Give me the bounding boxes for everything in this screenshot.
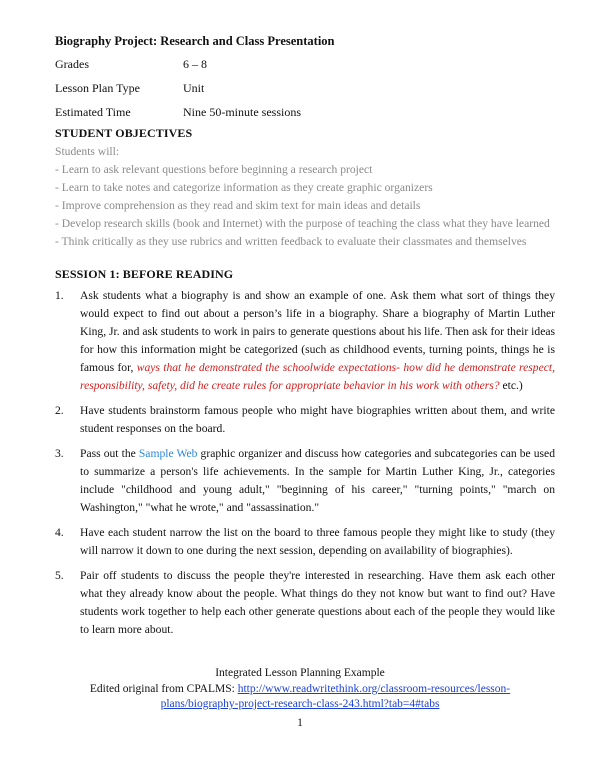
footer-title: Integrated Lesson Planning Example bbox=[215, 667, 385, 679]
step-number: 3. bbox=[55, 447, 64, 460]
objective-item: - Learn to ask relevant questions before beginning a research project bbox=[55, 163, 373, 176]
meta-label: Lesson Plan Type bbox=[55, 81, 140, 95]
objectives-list bbox=[55, 143, 555, 251]
step-item bbox=[55, 567, 555, 639]
step-text: Pass out the Sample Web graphic organizer and discuss how categories and subcategories can be used to summarize a person's life achievements. In the sample for Martin Luther King, Jr., categories include "childhood and young adult," "beginning of his career," "turning points," "march on Washington," "what he wrote," and "assassination." bbox=[80, 447, 555, 514]
meta-row-estimated-time bbox=[55, 105, 301, 120]
meta-value: Nine 50-minute sessions bbox=[183, 105, 301, 119]
step-text: Pair off students to discuss the people they're interested in researching. Have them ask each other what they already know about the people. What things do they not know but want to find out? Have students work together to help each other generate questions about each of the people they would like to learn more about. bbox=[80, 569, 555, 636]
meta-row-lesson-plan-type bbox=[55, 81, 204, 96]
meta-value: Unit bbox=[183, 81, 205, 95]
step-number: 2. bbox=[55, 404, 64, 417]
objectives-heading: STUDENT OBJECTIVES bbox=[55, 126, 193, 140]
objective-item: - Learn to take notes and categorize information as they create graphic organizers bbox=[55, 181, 433, 194]
step-text: Ask students what a biography is and show an example of one. Ask them what sort of things they would expect to find out about a person’s life in a biography. Share a biography of Martin Luther King, Jr. and ask students to work in pairs to generate questions about his life. Then ask for their ideas for how this information might be categorized (such as childhood events, turning points, things he is famous for, ways that he demonstrated the schoolwide expectations- how did he demonstrate respect, responsibility, safety, did he create rules for appropriate behavior in his work with others? etc.) bbox=[80, 289, 555, 392]
objective-item: - Think critically as they use rubrics and written feedback to evaluate their classmates and themselves bbox=[55, 235, 527, 248]
objectives-intro: Students will: bbox=[55, 145, 120, 158]
step-text: Have students brainstorm famous people who might have biographies written about them, and write student responses on the board. bbox=[80, 404, 555, 435]
page-footer bbox=[40, 666, 560, 713]
meta-row-grades bbox=[55, 57, 207, 72]
step-item bbox=[55, 445, 555, 517]
meta-label: Grades bbox=[55, 57, 89, 71]
session-heading: SESSION 1: BEFORE READING bbox=[55, 267, 234, 281]
meta-label: Estimated Time bbox=[55, 105, 131, 119]
step-item bbox=[55, 287, 555, 395]
step-number: 4. bbox=[55, 526, 64, 539]
source-url-link[interactable]: http://www.readwritethink.org/classroom-resources/lesson- bbox=[237, 682, 511, 695]
step-item bbox=[55, 524, 555, 560]
document-title: Biography Project: Research and Class Presentation bbox=[55, 34, 335, 48]
objective-item: - Improve comprehension as they read and skim text for main ideas and details bbox=[55, 199, 421, 212]
source-url-link-continued[interactable]: plans/biography-project-research-class-243.html?tab=4#tabs bbox=[160, 698, 440, 710]
step-text: Have each student narrow the list on the board to three famous people they might like to study (they will narrow it down to one during the next session, depending on availability of biographies). bbox=[80, 526, 555, 557]
page-number: 1 bbox=[297, 717, 303, 729]
step-number: 1. bbox=[55, 289, 64, 302]
session-steps bbox=[55, 287, 555, 646]
highlighted-expectation-text: ways that he demonstrated the schoolwide expectations- how did he demonstrate respect, responsibility, safety, did he create rules for appropriate behavior in his work with others? bbox=[80, 361, 555, 392]
objective-item: - Develop research skills (book and Internet) with the purpose of teaching the class what they have learned bbox=[55, 217, 550, 230]
sample-web-link[interactable]: Sample Web bbox=[138, 447, 198, 460]
footer-source: Edited original from CPALMS: http://www.readwritethink.org/classroom-resources/lesson- bbox=[89, 682, 511, 695]
step-number: 5. bbox=[55, 569, 64, 582]
meta-value: 6 – 8 bbox=[183, 57, 207, 71]
step-item bbox=[55, 402, 555, 438]
